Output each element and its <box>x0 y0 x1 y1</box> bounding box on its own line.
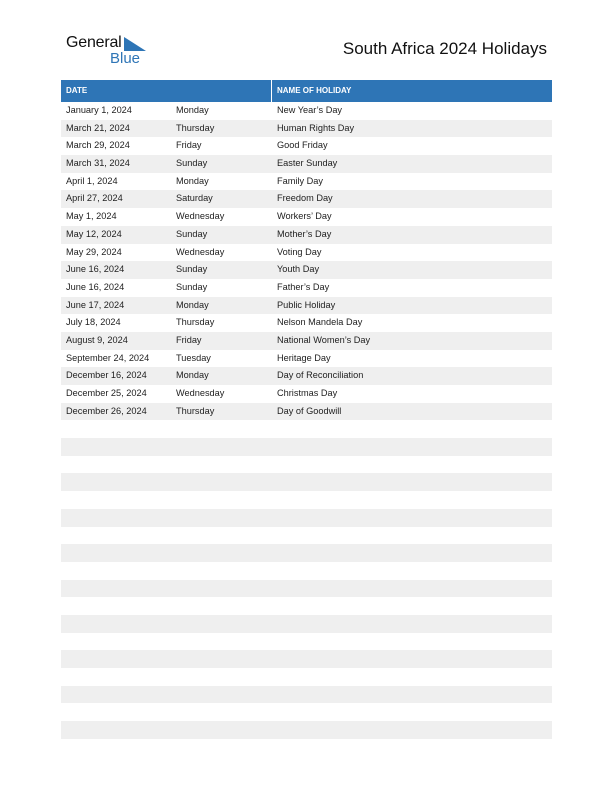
row-holiday-name: Freedom Day <box>277 193 333 204</box>
row-holiday-name: Christmas Day <box>277 388 338 398</box>
row-holiday-name: New Year’s Day <box>277 105 343 115</box>
logo-word-blue: Blue <box>110 50 141 67</box>
holiday-table <box>61 80 552 739</box>
table-row <box>61 438 552 456</box>
row-date: July 18, 2024 <box>66 317 121 328</box>
table-row <box>61 527 552 545</box>
row-holiday-name: Nelson Mandela Day <box>277 317 363 328</box>
row-weekday: Monday <box>176 175 209 186</box>
row-date: April 1, 2024 <box>66 175 118 186</box>
table-row <box>61 367 552 385</box>
header-divider <box>271 80 272 102</box>
table-row <box>61 597 552 615</box>
table-row <box>61 562 552 580</box>
row-date: December 16, 2024 <box>66 370 147 381</box>
logo-triangle-icon <box>124 37 146 51</box>
row-holiday-name: Voting Day <box>277 246 322 257</box>
table-row <box>61 633 552 651</box>
row-holiday-name: Youth Day <box>277 264 320 275</box>
row-date: May 29, 2024 <box>66 246 122 257</box>
row-weekday: Friday <box>176 334 202 345</box>
row-weekday: Thursday <box>176 405 215 416</box>
row-weekday: Sunday <box>176 158 208 169</box>
page-title: South Africa 2024 Holidays <box>342 39 547 58</box>
table-row <box>61 297 552 315</box>
table-body <box>61 102 552 739</box>
row-weekday: Wednesday <box>176 388 225 398</box>
table-row <box>61 580 552 598</box>
row-date: May 12, 2024 <box>66 228 122 239</box>
row-holiday-name: Easter Sunday <box>277 158 338 169</box>
table-row <box>61 137 552 155</box>
row-date: March 29, 2024 <box>66 140 130 151</box>
table-row <box>61 173 552 191</box>
row-date: April 27, 2024 <box>66 193 123 204</box>
table-row <box>61 244 552 262</box>
table-row <box>61 226 552 244</box>
table-row <box>61 155 552 173</box>
table-row <box>61 332 552 350</box>
row-date: June 17, 2024 <box>66 299 125 310</box>
table-row <box>61 385 552 403</box>
row-date: December 26, 2024 <box>66 405 147 416</box>
table-row <box>61 314 552 332</box>
table-row <box>61 668 552 686</box>
row-holiday-name: Family Day <box>277 175 323 186</box>
row-weekday: Saturday <box>176 193 213 204</box>
row-weekday: Monday <box>176 370 209 381</box>
row-weekday: Thursday <box>176 122 215 133</box>
row-weekday: Friday <box>176 140 202 151</box>
row-date: December 25, 2024 <box>66 388 147 398</box>
row-holiday-name: Day of Goodwill <box>277 405 342 416</box>
table-row <box>61 686 552 704</box>
logo-word-general: General <box>66 34 122 51</box>
row-holiday-name: Public Holiday <box>277 299 336 310</box>
table-row <box>61 703 552 721</box>
row-weekday: Tuesday <box>176 352 211 363</box>
table-row <box>61 721 552 739</box>
table-header <box>61 80 552 102</box>
table-row <box>61 208 552 226</box>
row-weekday: Wednesday <box>176 246 225 257</box>
row-holiday-name: Heritage Day <box>277 352 331 363</box>
row-date: June 16, 2024 <box>66 281 125 292</box>
row-weekday: Sunday <box>176 228 208 239</box>
table-row <box>61 650 552 668</box>
table-row <box>61 102 552 120</box>
table-row <box>61 403 552 421</box>
row-date: August 9, 2024 <box>66 334 128 345</box>
table-row <box>61 190 552 208</box>
row-date: May 1, 2024 <box>66 211 117 222</box>
row-holiday-name: Human Rights Day <box>277 122 355 133</box>
table-row <box>61 544 552 562</box>
header-holiday-name: NAME OF HOLIDAY <box>277 86 352 95</box>
table-row <box>61 473 552 491</box>
row-holiday-name: National Women’s Day <box>277 334 371 345</box>
table-row <box>61 261 552 279</box>
row-date: March 31, 2024 <box>66 158 130 169</box>
row-holiday-name: Mother’s Day <box>277 228 332 239</box>
row-weekday: Sunday <box>176 281 208 292</box>
row-holiday-name: Good Friday <box>277 140 328 151</box>
row-holiday-name: Father’s Day <box>277 281 330 292</box>
row-holiday-name: Workers’ Day <box>277 211 332 222</box>
row-date: September 24, 2024 <box>66 352 150 363</box>
row-date: January 1, 2024 <box>66 105 132 115</box>
generalblue-logo <box>66 34 156 68</box>
row-date: June 16, 2024 <box>66 264 125 275</box>
row-weekday: Thursday <box>176 317 215 328</box>
row-holiday-name: Day of Reconciliation <box>277 370 364 381</box>
row-weekday: Monday <box>176 299 209 310</box>
row-weekday: Sunday <box>176 264 208 275</box>
table-row <box>61 509 552 527</box>
table-row <box>61 279 552 297</box>
row-weekday: Wednesday <box>176 211 225 222</box>
table-row <box>61 615 552 633</box>
table-row <box>61 420 552 438</box>
row-date: March 21, 2024 <box>66 122 130 133</box>
table-row <box>61 456 552 474</box>
row-weekday: Monday <box>176 105 209 115</box>
table-row <box>61 491 552 509</box>
table-row <box>61 120 552 138</box>
header-date: DATE <box>66 86 88 95</box>
table-row <box>61 350 552 368</box>
